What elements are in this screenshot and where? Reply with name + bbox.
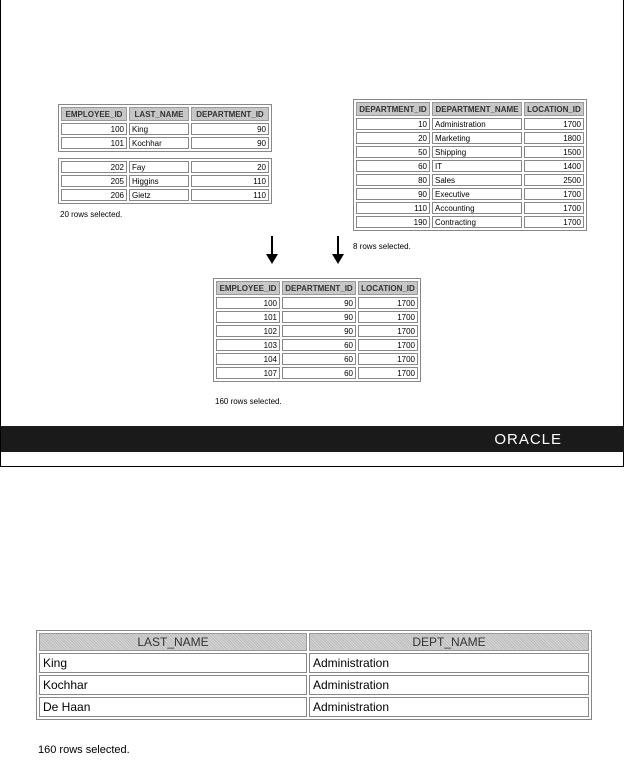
- cartesian-table: [36, 630, 592, 720]
- cell: Fay: [129, 161, 189, 173]
- cell: 1700: [358, 325, 418, 337]
- cell: 1700: [524, 118, 584, 130]
- cell: Kochhar: [39, 675, 307, 695]
- col-header: EMPLOYEE_ID: [216, 281, 280, 295]
- table-row: [39, 697, 589, 717]
- table-row: [61, 175, 269, 187]
- cell: 100: [61, 123, 127, 135]
- col-header: DEPARTMENT_NAME: [432, 102, 522, 116]
- cell: IT: [432, 160, 522, 172]
- table-row: [356, 132, 584, 144]
- col-header: LAST_NAME: [39, 633, 307, 651]
- cell: Contracting: [432, 216, 522, 228]
- cell: 104: [216, 353, 280, 365]
- cell: King: [129, 123, 189, 135]
- cell: 1700: [358, 367, 418, 379]
- result-table: [213, 278, 421, 382]
- cell: Executive: [432, 188, 522, 200]
- table-row: [39, 675, 589, 695]
- cell: 80: [356, 174, 430, 186]
- cell: 205: [61, 175, 127, 187]
- cell: Shipping: [432, 146, 522, 158]
- cell: Marketing: [432, 132, 522, 144]
- table-row: [216, 339, 418, 351]
- cell: 10: [356, 118, 430, 130]
- table-row: [216, 325, 418, 337]
- departments-row-count: 8 rows selected.: [353, 242, 411, 251]
- cell: 1700: [358, 311, 418, 323]
- cartesian-table-viewport: [36, 630, 592, 723]
- table-row: [356, 118, 584, 130]
- table-row: [356, 202, 584, 214]
- cell: Sales: [432, 174, 522, 186]
- table-row: [39, 653, 589, 673]
- cell: 190: [356, 216, 430, 228]
- table-row: [216, 367, 418, 379]
- cell: 1700: [524, 202, 584, 214]
- table-row: [356, 160, 584, 172]
- cell: 50: [356, 146, 430, 158]
- cell: 101: [216, 311, 280, 323]
- table-row: [216, 311, 418, 323]
- cell: 90: [191, 123, 269, 135]
- cell: 60: [282, 339, 356, 351]
- cell: Administration: [309, 675, 589, 695]
- col-header: DEPARTMENT_ID: [282, 281, 356, 295]
- table-row: [61, 123, 269, 135]
- cell: 20: [191, 161, 269, 173]
- col-header: DEPT_NAME: [309, 633, 589, 651]
- cell: 90: [356, 188, 430, 200]
- cell: 2500: [524, 174, 584, 186]
- employees-table: [58, 104, 272, 152]
- cell: 1500: [524, 146, 584, 158]
- table-row: [216, 297, 418, 309]
- cell: 1700: [358, 339, 418, 351]
- cell: King: [39, 653, 307, 673]
- cell: 60: [356, 160, 430, 172]
- cell: 1400: [524, 160, 584, 172]
- cell: 20: [356, 132, 430, 144]
- cell: 107: [216, 367, 280, 379]
- cell: 1700: [524, 216, 584, 228]
- cell: 100: [216, 297, 280, 309]
- employees-table-continued: [58, 158, 272, 204]
- cell: 1700: [358, 353, 418, 365]
- departments-table: [353, 99, 587, 231]
- cell: Administration: [309, 697, 589, 717]
- cell: 90: [191, 137, 269, 149]
- cell: De Haan: [39, 697, 307, 717]
- cell: Administration: [432, 118, 522, 130]
- table-row: [61, 137, 269, 149]
- cell: Administration: [309, 653, 589, 673]
- col-header: DEPARTMENT_ID: [356, 102, 430, 116]
- col-header: LOCATION_ID: [358, 281, 418, 295]
- table-row: [356, 216, 584, 228]
- table-row: [61, 189, 269, 201]
- cell: 102: [216, 325, 280, 337]
- cell: 1800: [524, 132, 584, 144]
- employees-row-count: 20 rows selected.: [60, 210, 123, 219]
- cartesian-row-count: 160 rows selected.: [38, 744, 130, 756]
- cell: 1700: [358, 297, 418, 309]
- table-row: [61, 161, 269, 173]
- cell: Gietz: [129, 189, 189, 201]
- down-arrow-icon: [271, 236, 273, 256]
- col-header: LOCATION_ID: [524, 102, 584, 116]
- cell: Accounting: [432, 202, 522, 214]
- oracle-logo: ORACLE: [494, 431, 562, 448]
- cell: 110: [356, 202, 430, 214]
- cell: 110: [191, 175, 269, 187]
- table-row: [356, 188, 584, 200]
- cell: 202: [61, 161, 127, 173]
- cell: Higgins: [129, 175, 189, 187]
- footer-bar: [1, 426, 624, 452]
- cell: Kochhar: [129, 137, 189, 149]
- cell: 90: [282, 325, 356, 337]
- col-header: DEPARTMENT_ID: [191, 107, 269, 121]
- cell: 103: [216, 339, 280, 351]
- result-row-count: 160 rows selected.: [215, 397, 282, 406]
- table-row: [356, 174, 584, 186]
- table-row: [216, 353, 418, 365]
- cell: 206: [61, 189, 127, 201]
- col-header: EMPLOYEE_ID: [61, 107, 127, 121]
- cell: 101: [61, 137, 127, 149]
- cell: 60: [282, 353, 356, 365]
- col-header: LAST_NAME: [129, 107, 189, 121]
- cell: 110: [191, 189, 269, 201]
- table-row: [356, 146, 584, 158]
- cell: 60: [282, 367, 356, 379]
- cell: 1700: [524, 188, 584, 200]
- cell: 90: [282, 311, 356, 323]
- cell: 90: [282, 297, 356, 309]
- down-arrow-icon: [337, 236, 339, 256]
